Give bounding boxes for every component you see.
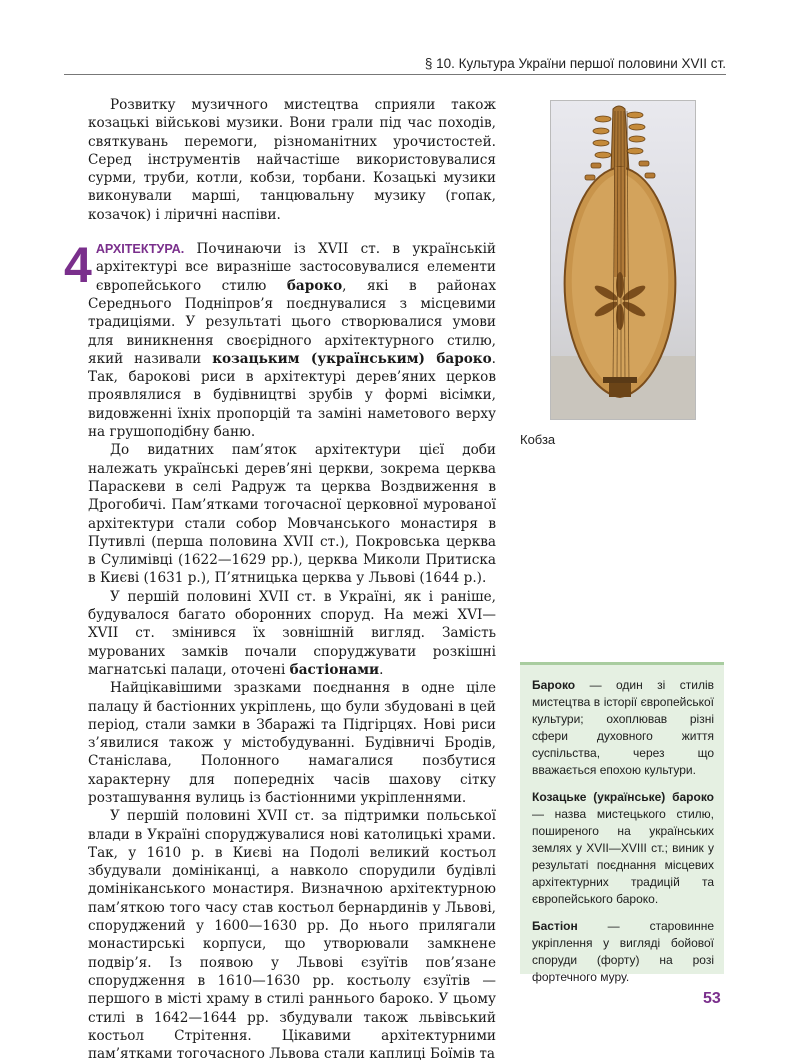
paragraph-churches: У першій половині XVII ст. за підтримки польської влади в Україні споруджувалися нові католицькі храми. Так, у 1610 р. в Києві на Подолі великий костьол збудували домініканці, а навколо спорудили будівлі домініканського монастиря. Визначною архітектурною пам’яткою того часу став костьол бернардинів у Львові, споруджений у 1600—1630 рр. До нього прилягали монастирські корпуси, що утворювали замкнене подвір’я. Із появою у Львові єзуїтів пов’язане спорудження в 1610—1630 рр. костьолу єзуїтів — першого в місті храму в стилі раннього бароко. У цьому стилі в 1642—1644 рр. збудували також львівський костьол Стрітення. Цікавими архітектурними пам’ятками тогочасного Львова стали каплиці Боїмів та — [88, 808, 496, 1063]
glossary-definition: — старовинне укріплення у вигляді бойової споруди (форту) на розі фортечного муру. — [532, 919, 714, 984]
paragraph-castles: Найцікавішими зразками поєднання в одне ціле палацу й бастіонних укріплень, що були збудовані в цей період, стали замки в Збаражі та Підгірцях. Нові риси з’явилися також у містобудуванні. Будівничі Бродів, Станіслава, Полонного намагалися позбутися характерну для попередніх часів шахову сітку розташування вулиць із бастіонними укріпленнями. — [88, 680, 496, 806]
glossary-item — [532, 918, 714, 986]
glossary-box — [520, 662, 724, 984]
glossary-term: Бастіон — [532, 919, 578, 933]
page-number: 53 — [703, 990, 721, 1007]
section-number: 4 — [64, 237, 92, 294]
term-cossack-baroque: козацьким (українським) бароко — [212, 350, 492, 367]
paragraph-monuments: До видатних пам’яток архітектури цієї доби належать українські дерев’яні церкви, зокрема церква Параскеви в селі Радруж та церква Воздвиження в Дрогобичі. Пам’ятками тогочасної церковної мурованої архітектури стали собор Мовчанського монастиря в Путивлі (перша половина XVII ст.), Покровська церква в Сулимівці (1622—1629 рр.), церква Миколи Притиска в Києві (1631 р.), П’ятницька церква у Львові (1644 р.). — [88, 442, 496, 587]
paragraph-defense: У першій половині XVII ст. в Україні, як і раніше, будувалося багато оборонних споруд. На межі XVI—XVII ст. змінився їх зовнішній вигляд. Замість мурованих замків почали споруджувати розкішні магнатські палаци, оточені бастіонами. — [88, 588, 496, 678]
term-bastions: бастіонами — [289, 661, 380, 678]
running-header — [64, 50, 726, 75]
header-title: § 10. Культура України першої половини XVII ст. — [424, 56, 726, 71]
glossary-term: Бароко — [532, 678, 576, 692]
kobza-photo — [550, 100, 696, 420]
glossary-item — [532, 677, 714, 779]
main-text — [64, 96, 496, 1063]
glossary-definition: — один зі стилів мистецтва в історії європейської культури; охоплював різні сфери духовного життя суспільства, через що вважається епохою культури. — [532, 678, 714, 777]
kobza-illustration — [551, 101, 695, 419]
paragraph-music: Розвитку музичного мистецтва сприяли також козацькі військові музики. Вони грали під час походів, святкувань перемоги, різноманітних урочистостей. Серед інструментів найчастіше використовувалися сурми, труби, котли, кобзи, торбани. Козацькі музики виконували марші, танцювальну музику (гопак, козачок) і ліричні наспіви. — [88, 97, 496, 223]
glossary-item — [532, 789, 714, 908]
glossary-definition: — назва мистецького стилю, поширеного на українських землях у XVII—XVIII ст.; виник у результаті поєднання місцевих архітектурних традицій та європейського бароко. — [532, 807, 714, 906]
figure-caption: Кобза — [520, 432, 556, 447]
term-baroque: бароко — [286, 277, 343, 294]
glossary-term: Козацьке (українське) бароко — [532, 790, 714, 804]
paragraph-architecture: 4 АРХІТЕКТУРА. Починаючи із XVII ст. в українській архітектурі все виразніше застосовувалися елементи європейського стилю бароко, які в районах Середнього Подніпров’я поєднувалися з місцевими традиціями. У результаті цього створювалися умови для виникнення своєрідного архітектурного стилю, який називали козацьким (українським) бароко. Так, барокові риси в архітектурі дерев’яних церков проявлялися в будівництві зрубів у формі вісімки, видовженні їхніх пропорцій та заміні наметового верху на грушоподібну баню. — [64, 237, 496, 441]
section-title: АРХІТЕКТУРА. — [95, 242, 185, 257]
